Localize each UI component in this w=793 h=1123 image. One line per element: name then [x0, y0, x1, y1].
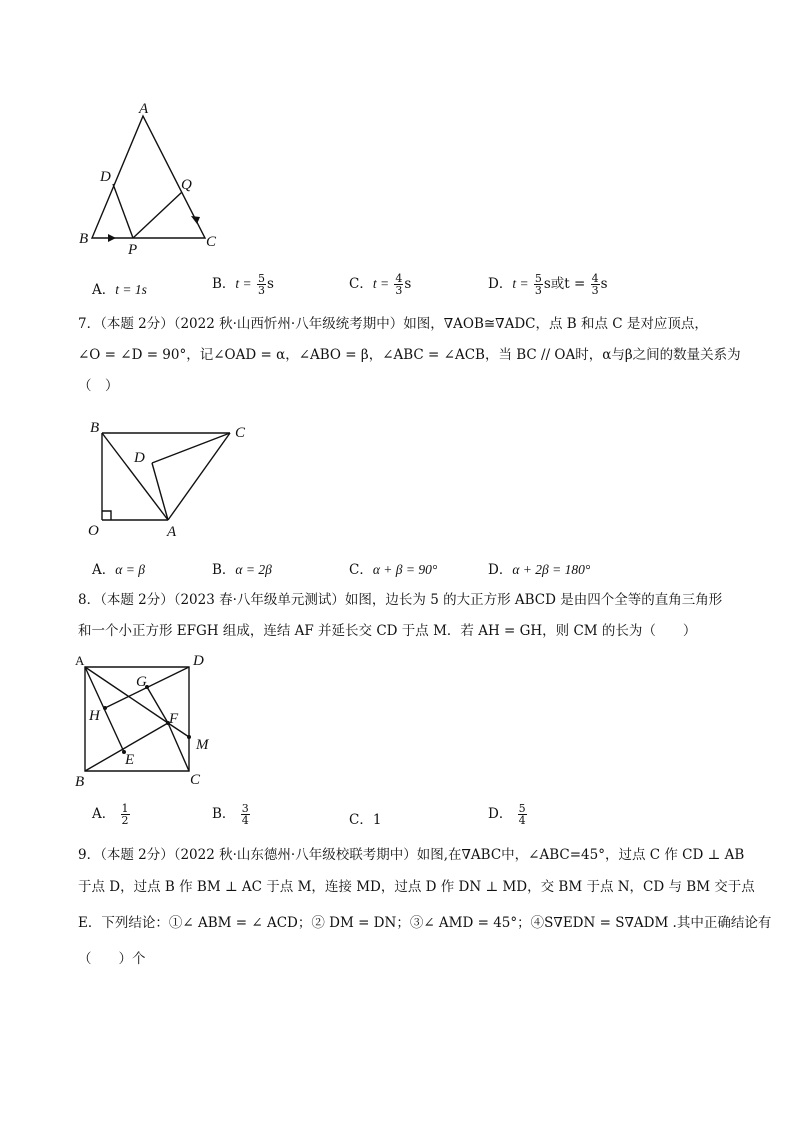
q7-figure [82, 415, 262, 540]
q6-label-c: C [206, 234, 217, 250]
q6-option-b-num: 5 [257, 272, 265, 285]
q9-stem-line-3: E．下列结论：①∠ ABM = ∠ ACD；② DM = DN；③∠ AMD = 45°；④S∇EDN = S∇ADM .其中正确结论有 [78, 915, 772, 931]
q6-label-p: P [128, 242, 138, 258]
q6-option-b-prefix: t = [235, 276, 252, 291]
q7-right-angle-mark [102, 511, 111, 520]
q6-option-d-den: 3 [534, 284, 542, 297]
q6-option-c-suffix: s [404, 276, 412, 292]
q6-option-b-den: 3 [257, 284, 265, 297]
q6-option-d[interactable] [488, 272, 608, 296]
q8-label-f: F [169, 711, 179, 727]
q7-label-a: A [167, 524, 177, 540]
q8-option-d-den: 4 [518, 814, 526, 827]
q7-label-b: B [90, 420, 100, 436]
q7-option-c-text: α + β = 90° [372, 562, 438, 577]
q8-option-a[interactable] [92, 802, 131, 826]
q8-label-e: E [125, 752, 135, 768]
q8-option-c-text: 1 [372, 812, 382, 828]
q6-label-a: A [139, 101, 149, 117]
q6-option-c-fraction [394, 273, 403, 296]
q6-option-c[interactable] [349, 272, 411, 296]
q8-point-m [187, 735, 191, 739]
q6-option-b-fraction [257, 273, 266, 296]
q6-option-b-suffix: s [266, 276, 274, 292]
q8-stem-line-2: 和一个小正方形 EFGH 组成，连结 AF 并延长交 CD 于点 M．若 AH = GH，则 CM 的长为（ ） [78, 623, 697, 639]
q6-arrow-ca [191, 216, 200, 224]
q8-option-b-letter: B． [212, 806, 236, 822]
q8-option-d-letter: D． [488, 806, 513, 822]
q8-option-a-den: 2 [121, 814, 129, 827]
q6-option-a-text: t = 1s [115, 282, 147, 297]
q6-label-q: Q [181, 177, 192, 193]
q7-segment-da [152, 463, 168, 520]
q8-option-b-num: 3 [241, 802, 249, 815]
q6-figure [70, 100, 230, 260]
q6-option-b-letter: B． [212, 276, 236, 292]
q7-segment-ca [168, 433, 230, 520]
q6-option-c-num: 4 [395, 272, 403, 285]
q8-option-a-num: 1 [121, 802, 129, 815]
q6-option-d-suffix: s [600, 276, 608, 292]
q7-segment-dc [152, 433, 230, 463]
q6-option-c-den: 3 [395, 284, 403, 297]
q6-segment-pq [133, 192, 182, 238]
q7-option-a-text: α = β [115, 562, 145, 577]
q7-option-d-text: α + 2β = 180° [512, 562, 591, 577]
q7-label-o: O [88, 523, 99, 539]
q7-stem-line-2: ∠O = ∠D = 90°，记∠OAD = α，∠ABO = β，∠ABC = ∠ACB，当 BC // OA时，α与β之间的数量关系为 [78, 347, 741, 363]
q7-option-c-letter: C． [349, 562, 373, 578]
q6-option-c-prefix: t = [372, 276, 390, 291]
q7-option-d-letter: D． [488, 562, 513, 578]
q6-option-b[interactable] [212, 272, 274, 296]
q8-option-b-fraction [241, 803, 250, 826]
q6-option-c-letter: C． [349, 276, 373, 292]
q8-label-a: A [75, 653, 85, 668]
q8-option-a-fraction [121, 803, 130, 826]
q8-label-c: C [190, 772, 201, 788]
q6-option-d-num2: 4 [591, 272, 599, 285]
q6-option-d-prefix: t = [512, 276, 529, 291]
q8-option-a-letter: A． [92, 806, 116, 822]
q8-label-h: H [89, 708, 100, 724]
q6-option-d-fraction-1 [534, 273, 543, 296]
q9-stem-line-1: 9．（本题 2分）（2022 秋·山东德州·八年级校联考期中）如图,在∇ABC中，∠ABC=45°，过点 C 作 CD ⊥ AB [78, 847, 745, 863]
q7-option-d[interactable] [488, 558, 590, 578]
q8-option-d-num: 5 [518, 802, 526, 815]
q9-stem-line-4: （ ）个 [78, 951, 146, 967]
q6-option-a[interactable] [92, 278, 147, 298]
q8-option-d-fraction [518, 803, 527, 826]
q8-option-b-den: 4 [241, 814, 249, 827]
q8-point-h [103, 706, 107, 710]
q7-label-d: D [134, 450, 145, 466]
q8-label-b: B [75, 774, 85, 790]
q6-segment-dp [113, 184, 133, 238]
q7-option-b-text: α = 2β [235, 562, 272, 577]
q6-label-d: D [100, 169, 111, 185]
q7-option-a[interactable] [92, 558, 145, 578]
q7-option-b-letter: B． [212, 562, 236, 578]
q8-option-b[interactable] [212, 802, 251, 826]
q8-option-d[interactable] [488, 802, 528, 826]
q8-label-d: D [193, 653, 204, 669]
q9-stem-line-2: 于点 D，过点 B 作 BM ⊥ AC 于点 M，连接 MD，过点 D 作 DN ⊥ MD，交 BM 于点 N，CD 与 BM 交于点 [78, 879, 755, 895]
q7-stem-line-1: 7．（本题 2分）（2022 秋·山西忻州·八年级统考期中）如图，∇AOB≅∇ADC，点 B 和点 C 是对应顶点， [78, 316, 708, 332]
q8-segment-gf [147, 687, 168, 723]
q6-option-d-num: 5 [534, 272, 542, 285]
q8-option-c[interactable] [349, 808, 381, 828]
q7-option-b[interactable] [212, 558, 272, 578]
q7-option-a-letter: A． [92, 562, 116, 578]
q8-stem-line-1: 8．（本题 2分）（2023 春·八年级单元测试）如图，边长为 5 的大正方形 ABCD 是由四个全等的直角三角形 [78, 592, 723, 608]
q7-label-c: C [235, 425, 246, 441]
q6-label-b: B [79, 231, 89, 247]
q6-option-d-den2: 3 [591, 284, 599, 297]
q8-figure [66, 650, 226, 790]
q6-option-d-fraction-2 [591, 273, 600, 296]
q8-label-g: G [136, 674, 147, 690]
q6-arrow-bc [108, 234, 116, 242]
q6-option-d-mid: s或t = [543, 276, 586, 292]
q8-label-m: M [196, 737, 209, 753]
q8-option-c-letter: C． [349, 812, 373, 828]
q7-stem-line-3: （ ） [78, 378, 119, 394]
q6-option-d-letter: D． [488, 276, 513, 292]
q7-segment-ba [102, 433, 168, 520]
q7-option-c[interactable] [349, 558, 437, 578]
q6-option-a-letter: A． [92, 282, 116, 298]
